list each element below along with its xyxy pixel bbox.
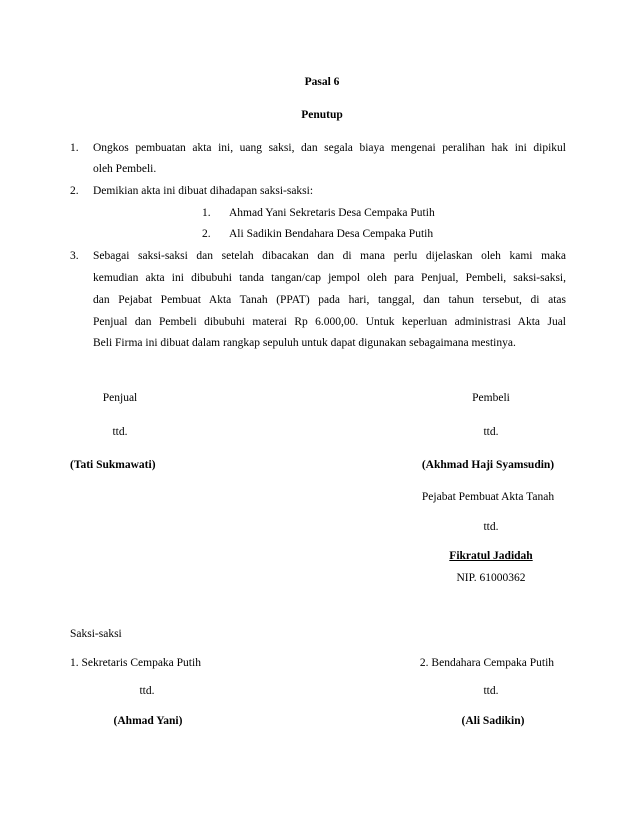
witness-entry: Ali Sadikin Bendahara Desa Cempaka Putih [229, 228, 434, 240]
item-line: Sebagai saksi-saksi dan setelah dibacakan dan di mana perlu dijelaskan oleh kami maka [93, 250, 566, 262]
seller-label: Penjual [102, 392, 138, 404]
ppat-label: Pejabat Pembuat Akta Tanah [421, 491, 555, 503]
article-title: Pasal 6 [304, 76, 340, 88]
seller-signed-mark: ttd. [112, 426, 128, 438]
item-line: oleh Pembeli. [93, 163, 157, 175]
buyer-signed-mark: ttd. [483, 426, 499, 438]
item-number: 2. [70, 185, 79, 197]
item-line: dan Pejabat Pembuat Akta Tanah (PPAT) pada hari, tanggal, dan tahun tersebut, di atas [93, 294, 566, 306]
item-number: 3. [70, 250, 79, 262]
ppat-name: Fikratul Jadidah [449, 550, 533, 562]
item-number: 1. [70, 142, 79, 154]
witness-heading: Saksi-saksi [70, 628, 122, 640]
item-line: Ongkos pembuatan akta ini, uang saksi, dan segala biaya mengenai peralihan hak ini dipikul [93, 142, 566, 154]
witness-left-name: (Ahmad Yani) [113, 715, 183, 727]
witness-left-signed-mark: ttd. [139, 685, 155, 697]
ppat-nip: NIP. 61000362 [456, 572, 526, 584]
article-subtitle: Penutup [301, 109, 343, 121]
witness-entry: Ahmad Yani Sekretaris Desa Cempaka Putih [229, 207, 435, 219]
buyer-label: Pembeli [472, 392, 510, 404]
witness-right-signed-mark: ttd. [483, 685, 499, 697]
ppat-signed-mark: ttd. [483, 521, 499, 533]
seller-name: (Tati Sukmawati) [70, 459, 156, 471]
item-line: Penjual dan Pembeli dibubuhi materai Rp 6.000,00. Untuk keperluan administrasi Akta Jual [93, 316, 566, 328]
witness-left-label: 1. Sekretaris Cempaka Putih [70, 657, 201, 669]
buyer-name: (Akhmad Haji Syamsudin) [421, 459, 555, 471]
witness-number: 1. [202, 207, 211, 219]
witness-number: 2. [202, 228, 211, 240]
witness-right-name: (Ali Sadikin) [461, 715, 525, 727]
item-line: kemudian akta ini dibubuhi tanda tangan/cap jempol oleh para Penjual, Pembeli, saksi-saksi, [93, 272, 566, 284]
item-line: Beli Firma ini dibuat dalam rangkap sepuluh untuk dapat digunakan sebagaimana mestinya. [93, 337, 516, 349]
item-line: Demikian akta ini dibuat dihadapan saksi-saksi: [93, 185, 314, 197]
witness-right-label: 2. Bendahara Cempaka Putih [419, 657, 555, 669]
